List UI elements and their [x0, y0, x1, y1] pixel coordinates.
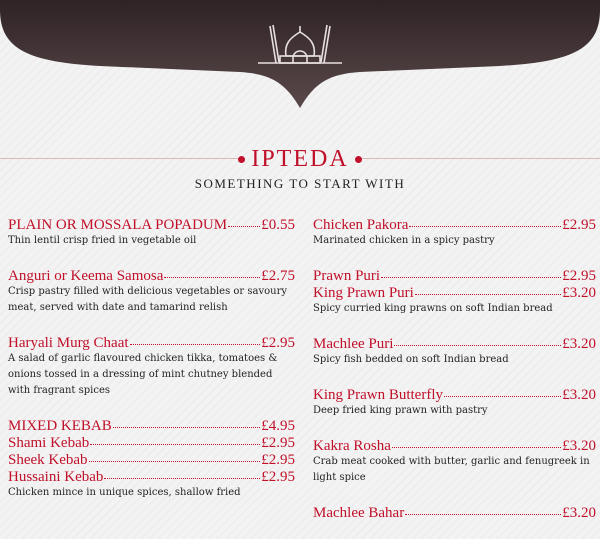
menu-column-left	[8, 216, 295, 519]
dish-name: Hussaini Kebab	[8, 469, 104, 485]
dish-description: Marinated chicken in a spicy pastry	[313, 235, 495, 246]
menu-item-row	[8, 468, 295, 485]
dish-name: PLAIN OR MOSSALA POPADUM	[8, 217, 228, 233]
dish-name: Machlee Puri	[313, 336, 394, 352]
menu-item-row	[8, 267, 295, 284]
section-title: IPTEDA	[251, 146, 349, 172]
dot-leader	[113, 415, 261, 428]
dish-name: Anguri or Keema Samosa	[8, 268, 164, 284]
dot-leader	[130, 332, 261, 345]
section-title-wrap	[234, 146, 365, 173]
dot-leader	[164, 265, 260, 278]
dish-description: Spicy curried king prawns on soft Indian bread	[313, 303, 553, 314]
section-heading	[0, 146, 600, 173]
dish-description: Crab meat cooked with butter, garlic and fenugreek in light spice	[313, 456, 590, 483]
dot-leader	[409, 214, 561, 227]
dish-name: Chicken Pakora	[313, 217, 409, 233]
dish-price: £3.20	[562, 438, 596, 454]
dot-leader	[228, 214, 260, 227]
dot-leader	[444, 384, 561, 397]
menu-item	[8, 216, 295, 249]
dish-price: £3.20	[562, 336, 596, 352]
dot-leader	[89, 449, 261, 462]
ornament-dot-left-icon	[238, 156, 245, 163]
dot-leader	[104, 466, 260, 479]
dot-leader	[392, 435, 561, 448]
menu-column-right	[313, 216, 596, 539]
dish-description: Spicy fish bedded on soft Indian bread	[313, 354, 509, 365]
dish-price: £2.95	[261, 452, 295, 468]
dish-price: £3.20	[562, 505, 596, 521]
dish-name: Shami Kebab	[8, 435, 90, 451]
dish-price: £2.95	[261, 435, 295, 451]
menu-item-row	[313, 284, 596, 301]
dish-name: Sheek Kebab	[8, 452, 88, 468]
dish-description: Crisp pastry filled with delicious vegetables or savoury meat, served with date and tamarind relish	[8, 286, 288, 313]
dish-price: £2.75	[261, 268, 295, 284]
dish-price: £3.20	[562, 387, 596, 403]
dot-leader	[394, 333, 561, 346]
dish-price: £2.95	[562, 268, 596, 284]
menu-item-row	[8, 334, 295, 351]
section-subtitle: SOMETHING TO START WITH	[194, 176, 406, 191]
heading-rule-right	[360, 158, 600, 159]
dish-name: King Prawn Butterfly	[313, 387, 443, 403]
header-banner	[0, 0, 600, 110]
dish-name: Prawn Puri	[313, 268, 381, 284]
dot-leader	[90, 432, 260, 445]
dot-leader	[405, 502, 561, 515]
dish-description: Thin lentil crisp fried in vegetable oil	[8, 235, 197, 246]
dish-price: £0.55	[261, 217, 295, 233]
dish-description: Chicken mince in unique spices, shallow fried	[8, 487, 241, 498]
menu-item-row	[313, 437, 596, 454]
dish-name: Kakra Rosha	[313, 438, 391, 454]
dish-price: £2.95	[562, 217, 596, 233]
dish-price: £3.20	[562, 285, 596, 301]
dish-description: Deep fried king prawn with pastry	[313, 405, 488, 416]
menu-item	[313, 216, 596, 249]
dish-price: £2.95	[261, 335, 295, 351]
menu-item	[313, 335, 596, 368]
menu-item-row	[313, 335, 596, 352]
dot-leader	[415, 282, 561, 295]
ornament-dot-right-icon	[355, 156, 362, 163]
dot-leader	[381, 265, 561, 278]
menu-item	[8, 334, 295, 399]
menu-item	[8, 417, 295, 501]
menu-item	[313, 437, 596, 486]
menu-item	[8, 267, 295, 316]
menu-item-row	[313, 504, 596, 521]
menu-item-row	[313, 386, 596, 403]
menu-item	[313, 504, 596, 521]
menu-item-row	[8, 216, 295, 233]
dish-name: MIXED KEBAB	[8, 418, 112, 434]
dish-name: Machlee Bahar	[313, 505, 405, 521]
dish-name: Haryali Murg Chaat	[8, 335, 129, 351]
heading-rule-left	[0, 158, 240, 159]
menu-item	[313, 386, 596, 419]
dish-description: A salad of garlic flavoured chicken tikka, tomatoes & onions tossed in a dressing of mint chutney blended with fragrant spices	[8, 353, 278, 396]
menu-item-row	[313, 216, 596, 233]
menu-item	[313, 267, 596, 317]
dish-name: King Prawn Puri	[313, 285, 414, 301]
dish-price: £4.95	[261, 418, 295, 434]
dish-price: £2.95	[261, 469, 295, 485]
